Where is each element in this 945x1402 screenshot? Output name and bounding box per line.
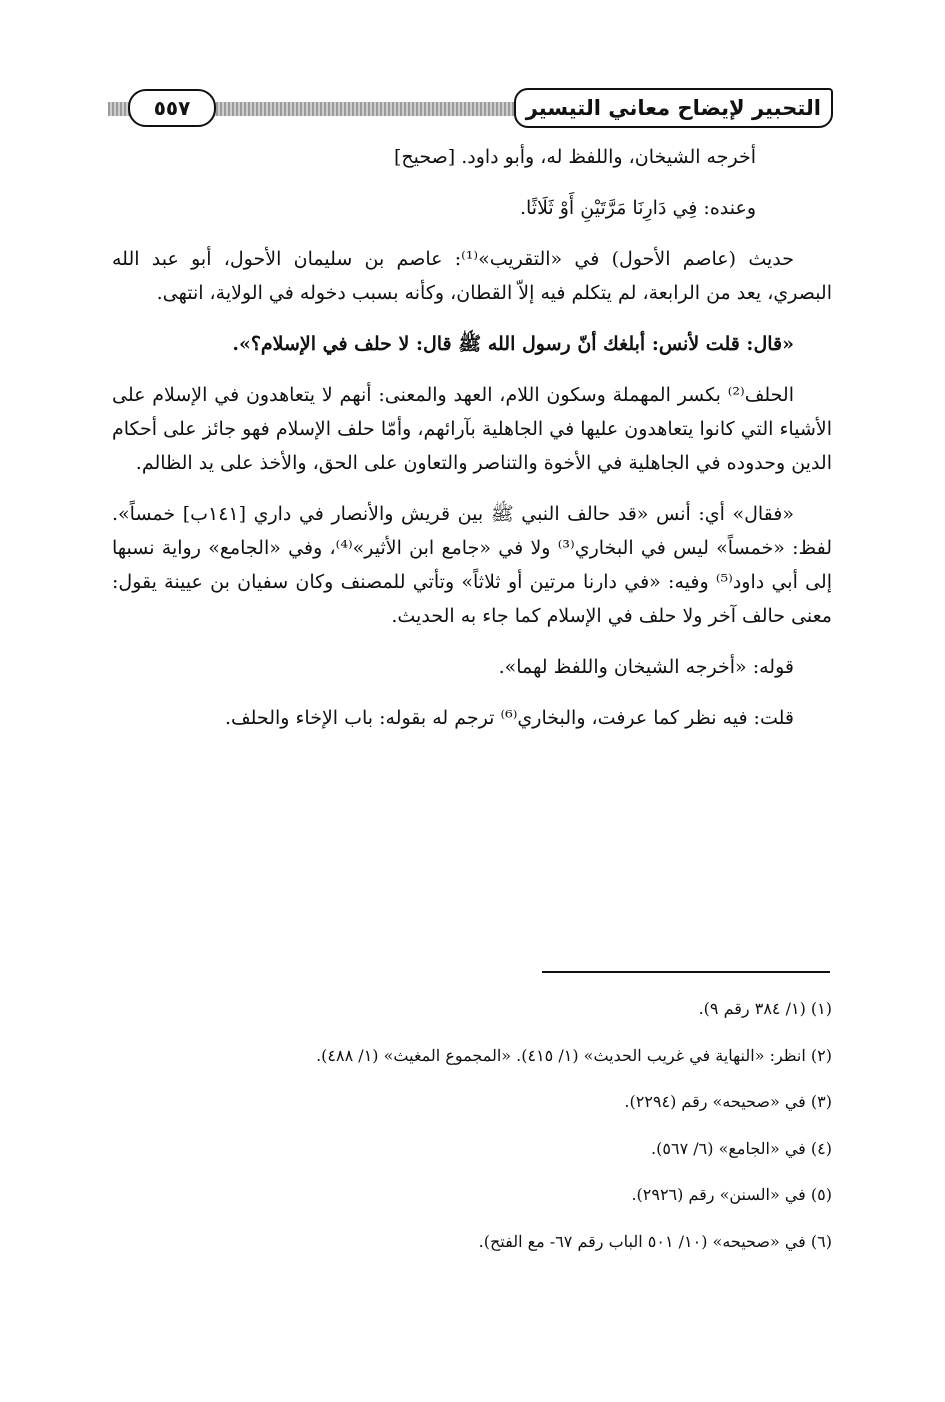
main-text (112, 140, 832, 752)
paragraph-2: وعنده: فِي دَارِنَا مَرَّتَيْنِ أَوْ ثَلَاثًا. (519, 197, 756, 219)
paragraph-5: الحلف⁽²⁾ بكسر المهملة وسكون اللام، العهد والمعنى: أنهم لا يتعاهدون في الإسلام على الأشياء التي كانوا يتعاهدون عليها في الجاهلية بآرائهم، وأمّا حلف الإسلام فهو جائز على أحكام الدين وحدوده في الجاهلية في الأخوة والتناصر والتعاون على الحق، والأخذ على يد الظالم. (112, 384, 832, 474)
paragraph-6: «فقال» أي: أنس «قد حالف النبي ﷺ بين قريش والأنصار في داري [١٤١ب] خمساً». لفظ: «خمساً» ليس في البخاري⁽³⁾ ولا في «جامع ابن الأثير»⁽⁴⁾، وفي «الجامع» رواية نسبها إلى أبي داود⁽⁵⁾ وفيه: «في دارنا مرتين أو ثلاثاً» وتأتي للمصنف وكان سفيان بن عيينة يقول: معنى حالف آخر ولا حلف في الإسلام كما جاء به الحديث. (112, 503, 833, 627)
paragraph-7: قوله: «أخرجه الشيخان واللفظ لهما». (498, 656, 794, 678)
paragraph-4: «قال: قلت لأنس: أبلغك أنّ رسول الله ﷺ قال: لا حلف في الإسلام؟». (232, 333, 794, 355)
paragraph-1: أخرجه الشيخان، واللفظ له، وأبو داود. [صحيح] (393, 146, 756, 168)
page-header (108, 88, 833, 134)
paragraph-8: قلت: فيه نظر كما عرفت، والبخاري⁽⁶⁾ ترجم له بقوله: باب الإخاء والحلف. (224, 707, 794, 729)
footnote-5: (٥) في «السنن» رقم (٢٩٢٦). (631, 1185, 832, 1205)
footnote-3: (٣) في «صحيحه» رقم (٢٢٩٤). (624, 1092, 832, 1112)
paragraph-3: حديث (عاصم الأحول) في «التقريب»⁽¹⁾: عاصم بن سليمان الأحول، أبو عبد الله البصري، يعد من الرابعة، لم يتكلم فيه إلاّ القطان، وكأنه بسبب دخوله في الولاية، انتهى. (112, 248, 832, 304)
footnote-2: (٢) انظر: «النهاية في غريب الحديث» (١/ ٤١٥). «المجموع المغيث» (١/ ٤٨٨). (316, 1045, 832, 1065)
footnote-divider (542, 971, 830, 973)
footnote-1: (١) (١/ ٣٨٤ رقم ٩). (698, 999, 832, 1018)
book-title: التحبير لإيضاح معاني التيسير (514, 88, 833, 128)
footnotes (112, 998, 832, 1278)
page-number: ٥٥٧ (128, 89, 216, 127)
footnote-4: (٤) في «الجامع» (٦/ ٥٦٧). (651, 1138, 832, 1158)
footnote-6: (٦) في «صحيحه» (١٠/ ٥٠١ الباب رقم ٦٧- مع الفتح). (478, 1231, 832, 1251)
